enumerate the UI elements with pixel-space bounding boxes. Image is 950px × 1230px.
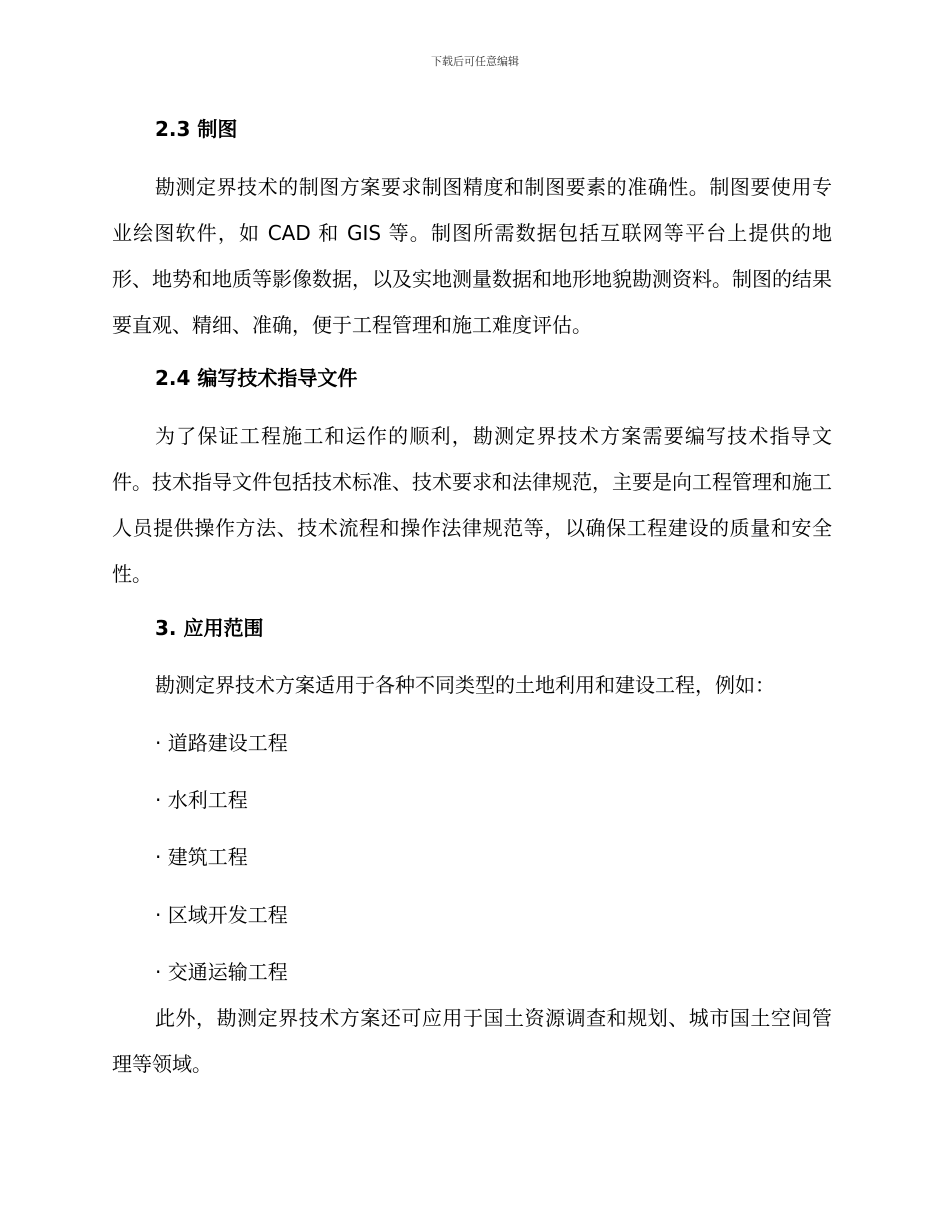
list-item: · 道路建设工程 xyxy=(155,731,288,755)
section-closing-3: 此外，勘测定界技术方案还可应用于国土资源调查和规划、城市国土空间管理等领域。 xyxy=(112,1006,832,1076)
list-item: · 区域开发工程 xyxy=(155,903,288,927)
list-item: · 水利工程 xyxy=(155,788,248,812)
section-heading-2-4: 2.4 编写技术指导文件 xyxy=(155,366,358,390)
section-heading-2-3: 2.3 制图 xyxy=(155,117,238,141)
header-note: 下载后可任意编辑 xyxy=(431,55,519,68)
section-paragraph-2-3: 勘测定界技术的制图方案要求制图精度和制图要素的准确性。制图要使用专业绘图软件，如 CAD 和 GIS 等。制图所需数据包括互联网等平台上提供的地形、地势和地质等影像数据，以及实地测量数据和地形地貌勘测资料。制图的结果要直观、精细、准确，便于工程管理和施工难度评估。 xyxy=(112,175,832,337)
section-paragraph-2-4: 为了保证工程施工和运作的顺利，勘测定界技术方案需要编写技术指导文件。技术指导文件包括技术标准、技术要求和法律规范，主要是向工程管理和施工人员提供操作方法、技术流程和操作法律规范等，以确保工程建设的质量和安全性。 xyxy=(112,424,832,586)
list-item: · 交通运输工程 xyxy=(155,960,288,984)
list-item: · 建筑工程 xyxy=(155,845,248,869)
section-heading-3: 3. 应用范围 xyxy=(155,616,264,640)
section-intro-3: 勘测定界技术方案适用于各种不同类型的土地利用和建设工程，例如： xyxy=(155,673,775,697)
